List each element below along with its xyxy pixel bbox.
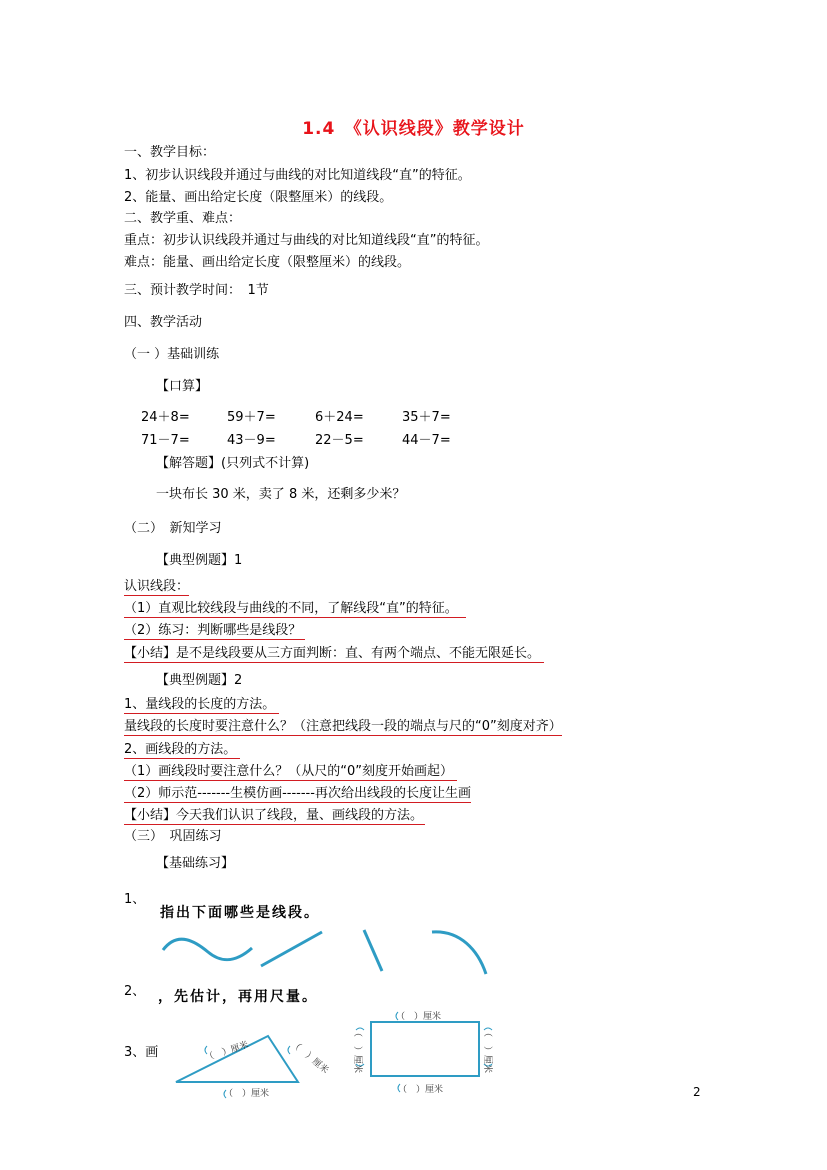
exercise-number-3: 3、画 [124,1045,159,1060]
triangle-side-label-left: （ ）厘米 [204,1040,250,1064]
goal-item: 2、能量、画出给定长度（限整厘米）的线段。 [124,190,393,205]
section-heading-key-points: 二、教学重、难点： [124,211,242,226]
activity-item: （2）练习：判断哪些是线段？ [124,622,305,640]
rectangle-side-label-bottom: （ ）厘米 [398,1085,444,1095]
rectangle-shape [371,1022,479,1076]
triangle-side-label-right: （ ）厘米 [289,1039,330,1076]
curve-line-2 [432,932,486,974]
curve-line-1 [163,939,252,960]
subsection-consolidation: （三） 巩固练习 [124,829,222,844]
straight-segment-1 [261,932,322,966]
exercise-2-prompt: ，先估计，再用尺量。 [158,989,318,1005]
summary-1: 【小结】是不是线段要从三方面判断：直、有两个端点、不能无限延长。 [124,645,544,663]
word-problem-heading: 【解答题】(只列式不计算) [156,456,310,471]
recognize-segment-label: 认识线段： [124,579,190,594]
calc-item: 24＋8= [141,410,190,425]
page-number: 2 [693,1085,701,1099]
draw-method: 2、画线段的方法。 [124,741,240,759]
exercise-1-prompt: 指出下面哪些是线段。 [160,905,320,921]
exercise-number-1: 1、 [124,892,146,907]
triangle-side-label-bottom: （ ）厘米 [224,1089,270,1099]
document-title: 1.4 《认识线段》教学设计 [302,119,525,139]
exercise-number-2: 2、 [124,984,146,999]
demo-steps: （2）师示范-------生模仿画-------再次给出线段的长度让生画 [124,786,471,801]
section-heading-time: 三、预计教学时间： 1节 [124,283,269,298]
word-problem: 一块布长 30 米，卖了 8 米，还剩多少米？ [156,487,406,502]
oral-calc-heading: 【口算】 [156,379,209,394]
key-point: 重点：初步认识线段并通过与曲线的对比知道线段“直”的特征。 [124,233,489,248]
section-heading-goals: 一、教学目标： [124,145,216,160]
example-heading-1: 【典型例题】1 [156,553,243,568]
rectangle-side-label-top: （ ）厘米 [396,1012,442,1022]
calc-item: 6＋24= [315,410,364,425]
calc-item: 71－7= [141,433,190,448]
measure-method: 1、量线段的长度的方法。 [124,696,279,714]
subsection-new-knowledge: （二） 新知学习 [124,521,222,536]
rectangle-side-label-left: （ ）厘米 [352,1027,363,1074]
goal-item: 1、初步认识线段并通过与曲线的对比知道线段“直”的特征。 [124,168,471,183]
difficult-point: 难点：能量、画出给定长度（限整厘米）的线段。 [124,255,411,270]
calc-item: 35＋7= [402,410,451,425]
summary-2: 【小结】今天我们认识了线段，量、画线段的方法。 [124,808,424,823]
draw-note: （1）画线段时要注意什么？（从尺的“0”刻度开始画起） [124,763,457,781]
straight-segment-2 [364,930,382,971]
rectangle-side-label-right: （ ）厘米 [482,1027,493,1074]
calc-item: 43－9= [227,433,276,448]
section-heading-activities: 四、教学活动 [124,315,203,330]
example-heading-2: 【典型例题】2 [156,673,243,688]
basic-practice-heading: 【基础练习】 [156,856,235,871]
measure-note: 量线段的长度时要注意什么？（注意把线段一段的端点与尺的“0”刻度对齐） [124,719,562,734]
calc-item: 44－7= [402,433,451,448]
activity-item: （1）直观比较线段与曲线的不同，了解线段“直”的特征。 [124,600,466,618]
subsection-basic-training: （一 ）基础训练 [124,347,220,362]
calc-item: 22－5= [315,433,364,448]
calc-item: 59＋7= [227,410,276,425]
